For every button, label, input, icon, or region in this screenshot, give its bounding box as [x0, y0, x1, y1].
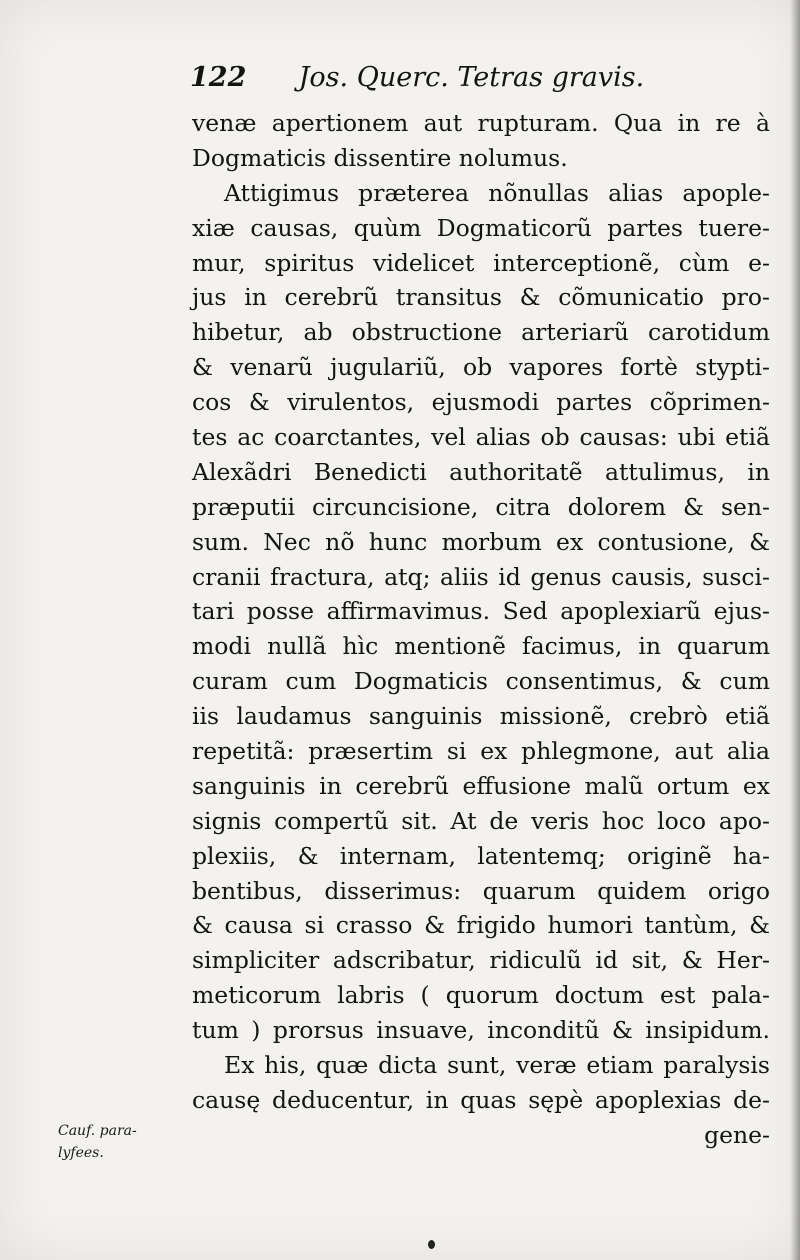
text-line: præputii circuncisione, citra dolorem & sen- — [192, 492, 770, 521]
text-line: & venarũ jugulariũ, ob vapores fortè stypti- — [192, 353, 770, 382]
text-line: meticorum labris ( quorum doctum est pala- — [192, 981, 770, 1010]
text-line: tum ) prorsus insuave, inconditũ & insipidum. — [192, 1016, 770, 1045]
text-line: plexiis, & internam, latentemq; originẽ ha- — [192, 841, 770, 870]
marginal-note-line: lyfees. — [58, 1145, 104, 1161]
running-title: Jos. Querc. Tetras gravis. — [298, 62, 645, 93]
text-line: Ex his, quæ dicta sunt, veræ etiam paralysis — [224, 1051, 770, 1080]
text-line: venæ apertionem aut rupturam. Qua in re à — [192, 109, 770, 137]
text-line: jus in cerebrũ transitus & cõmunicatio pro- — [192, 283, 770, 312]
text-line: simpliciter adscribatur, ridiculũ id sit, & Her- — [192, 946, 770, 975]
text-line: sanguinis in cerebrũ effusione malũ ortum ex — [192, 771, 770, 800]
text-line: signis compertũ sit. At de veris hoc loco apo- — [192, 806, 770, 835]
text-line: Dogmaticis dissentire nolumus. — [192, 143, 568, 172]
text-line: tes ac coarctantes, vel alias ob causas: ubi etiã — [192, 423, 770, 452]
text-line: tari posse affirmavimus. Sed apoplexiarũ ejus- — [192, 597, 770, 626]
text-line: xiæ causas, quùm Dogmaticorũ partes tuere- — [192, 213, 770, 242]
text-line: hibetur, ab obstructione arteriarũ carotidum — [192, 318, 770, 347]
text-line: modi nullã hìc mentionẽ facimus, in quarum — [192, 632, 770, 661]
text-line: mur, spiritus videlicet interceptionẽ, cùm e- — [192, 248, 770, 277]
text-line: Attigimus præterea nõnullas alias apople- — [224, 178, 770, 207]
text-line: repetitã: præsertim si ex phlegmone, aut alia — [192, 737, 770, 766]
text-line: cranii fractura, atq; aliis id genus causis, susci- — [192, 562, 770, 591]
running-head — [190, 58, 770, 98]
body-text — [192, 106, 770, 1153]
text-line: Alexãdri Benedicti authoritatẽ attulimus, in — [192, 457, 770, 486]
text-line: sum. Nec nõ hunc morbum ex contusione, & — [192, 527, 770, 556]
text-line: causę deducentur, in quas sępè apoplexias de- — [192, 1085, 770, 1114]
text-line: & causa si crasso & frigido humori tantùm, & — [192, 911, 770, 940]
text-line: bentibus, disserimus: quarum quidem origo — [192, 876, 770, 905]
catchword: gene- — [704, 1120, 770, 1149]
marginal-note — [58, 1120, 183, 1164]
page-number: 122 — [190, 62, 247, 93]
text-line: curam cum Dogmaticis consentimus, & cum — [192, 667, 770, 696]
text-line: iis laudamus sanguinis missionẽ, crebrò etiã — [192, 702, 770, 731]
text-line: cos & virulentos, ejusmodi partes cõprimen- — [192, 388, 770, 417]
ink-spot — [428, 1240, 435, 1249]
marginal-note-line: Cauf. para- — [58, 1123, 137, 1139]
